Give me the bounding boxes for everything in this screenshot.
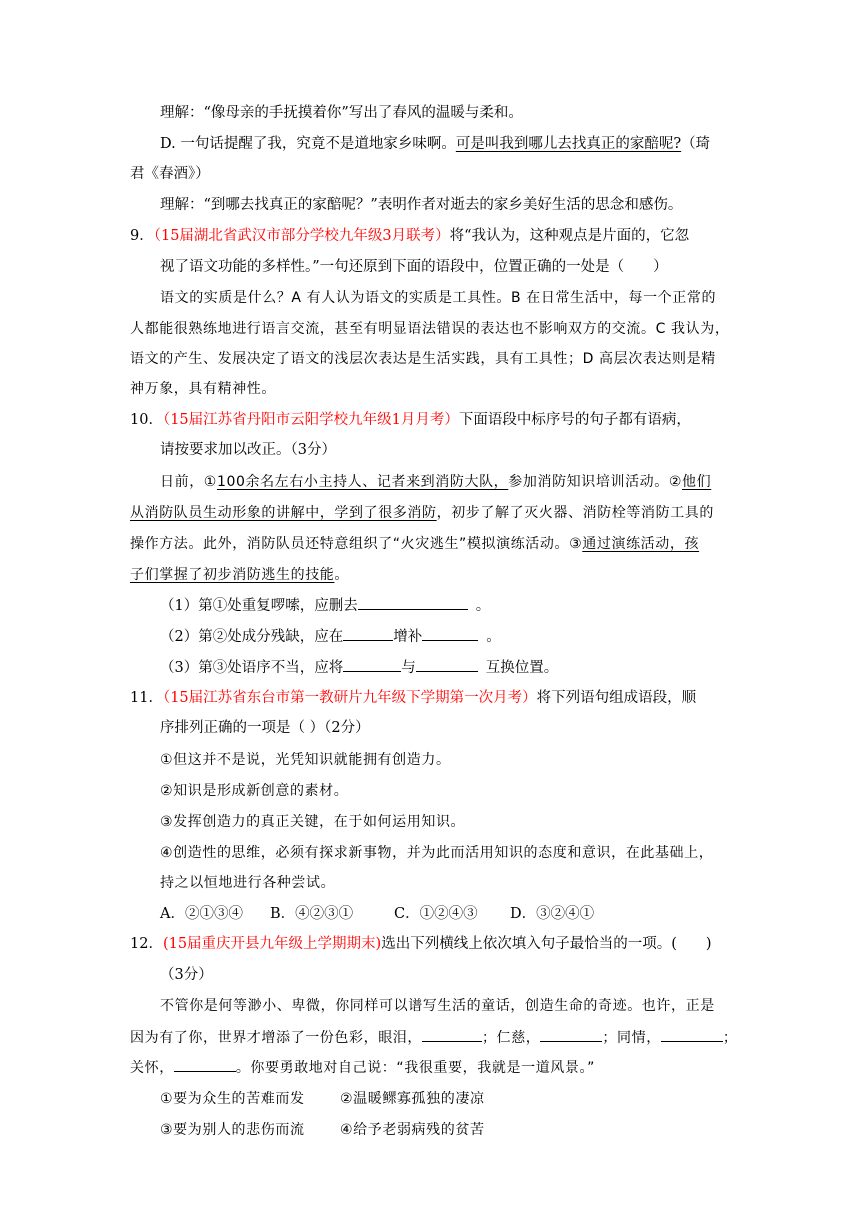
q11-option-d[interactable]: D．③②④① (510, 906, 595, 922)
comprehension-c: 理解：“像母亲的手抚摸着你”写出了春风的温暖与柔和。 (160, 105, 523, 121)
q10-passage-4 (130, 565, 349, 585)
q10-sentence-3-start: 通过演练活动，孩 (582, 536, 700, 552)
q10-p1-lead: 日前，① (160, 474, 217, 490)
q10-sub-3-mid: 与 (401, 660, 416, 676)
q9-stem-1: 将“我认为，这种观点是片面的，它忽 (449, 228, 690, 244)
q11-item-3: ③发挥创造力的真正关键，在于如何运用知识。 (160, 814, 466, 830)
q12-passage-3 (130, 1057, 595, 1078)
option-d-line (160, 134, 710, 154)
q12-options-row-2 (160, 1120, 485, 1140)
q10-sub-1 (160, 595, 490, 616)
answer-blank[interactable] (661, 1027, 723, 1042)
q10-p1-mid: 参加消防知识培训活动。② (508, 474, 683, 490)
q10-sub-3 (160, 657, 558, 678)
q11-option-b[interactable]: B．④②③① (270, 906, 354, 922)
q12-stem-1: 选出下列横线上依次填入句子最恰当的一项。( ) (381, 936, 712, 952)
q10-passage-1 (160, 472, 711, 492)
answer-blank[interactable] (422, 1027, 482, 1042)
q12-option-4: ④给予老弱病残的贫苦 (340, 1122, 485, 1138)
q12-p2-c: ；同情， (602, 1030, 661, 1046)
q11-item-2: ②知识是形成新创意的素材。 (160, 783, 349, 799)
q10-p2-tail: ，初步了解了灭火器、消防栓等消防工具的 (436, 505, 715, 521)
option-d-underlined: 可是叫我到哪儿去找真正的家醅呢? (455, 136, 682, 152)
option-d-text: D. 一句话提醒了我，究竟不是道地家乡味啊。 (160, 136, 456, 152)
q11-item-4: ④创造性的思维，必须有探求新事物，并为此而活用知识的态度和意识，在此基础上， (160, 845, 714, 861)
q11-item-1: ①但这并不是说，光凭知识就能拥有创造力。 (160, 752, 451, 768)
q11-item-4-cont: 持之以恒地进行各种尝试。 (160, 875, 336, 891)
answer-blank[interactable] (358, 595, 468, 610)
q12-p3-lead: 关怀， (130, 1060, 174, 1076)
answer-blank[interactable] (416, 657, 478, 672)
q10-sub-3-text: （3）第③处语序不当，应将 (160, 660, 344, 676)
q12-option-1: ①要为众生的苦难而发 (160, 1091, 305, 1107)
q12-option-3: ③要为别人的悲伤而流 (160, 1122, 305, 1138)
q10-p4-end: 。 (334, 567, 350, 583)
q11-stem-1: 将下列语句组成语段，顺 (536, 690, 697, 706)
q10-sub-2-mid: 增补 (393, 629, 423, 645)
q9-passage-3: 语文的产生、发展决定了语文的浅层次表达是生活实践，具有工具性；D 高层次表达则是精 (130, 351, 716, 367)
answer-blank[interactable] (174, 1057, 236, 1072)
q10-passage-2 (130, 503, 714, 523)
answer-blank[interactable] (343, 626, 393, 641)
q10-stem-1: 下面语段中标序号的句子都有语病， (458, 412, 691, 428)
q10-sub-2 (160, 626, 501, 647)
option-d-source: 君《春酒》） (130, 166, 210, 182)
q10-sentence-2: 从消防队员生动形象的讲解中，学到了很多消防 (130, 505, 437, 521)
q11-header (130, 688, 696, 708)
q12-option-2: ②温暖鳏寡孤独的凄凉 (340, 1091, 485, 1107)
q9-passage-2: 人都能很熟练地进行语言交流，甚至有明显语法错误的表达也不影响双方的交流。C 我认为， (130, 321, 730, 337)
q11-option-a[interactable]: A．②①③④ (160, 906, 243, 922)
q9-number: 9． (130, 228, 154, 244)
answer-blank[interactable] (422, 626, 478, 641)
q10-sub-1-end: 。 (475, 598, 491, 614)
q12-p2-lead: 因为有了你，世界才增添了一份色彩，眼泪， (130, 1030, 422, 1046)
q10-sub-2-text: （2）第②处成分残缺，应在 (160, 629, 344, 645)
q12-options-row-1 (160, 1089, 485, 1109)
comprehension-d: 理解：“到哪去找真正的家醅呢？”表明作者对逝去的家乡美好生活的思念和感伤。 (160, 197, 683, 213)
q12-source: (15届重庆开县九年级上学期期末) (162, 936, 382, 952)
q9-passage-4: 神万象，具有精神性。 (130, 381, 276, 397)
q10-sub-3-end: 互换位置。 (485, 660, 559, 676)
q10-source: （15届江苏省丹阳市云阳学校九年级1月月考） (162, 412, 459, 428)
q12-header (130, 934, 712, 954)
q12-passage-2 (130, 1027, 737, 1048)
q11-options (160, 904, 594, 924)
q10-sentence-1: 100余名左右小主持人、记者来到消防大队， (216, 474, 509, 490)
q12-number: 12． (130, 936, 163, 952)
q10-number: 10． (130, 412, 163, 428)
q11-stem-2: 序排列正确的一项是（ ）（2分） (160, 720, 370, 736)
q10-passage-3 (130, 534, 699, 554)
q10-stem-2: 请按要求加以改正。（3分） (160, 442, 336, 458)
q10-sub-1-text: （1）第①处重复啰嗦，应删去 (160, 598, 358, 614)
q9-stem-2: 视了语文功能的多样性。”一句还原到下面的语段中，位置正确的一处是（ ） (160, 259, 668, 275)
q9-source: （15届湖北省武汉市部分学校九年级3月联考） (153, 228, 450, 244)
q11-source: （15届江苏省东台市第一教研片九年级下学期第一次月考） (162, 690, 537, 706)
q12-p3-tail: 。你要勇敢地对自己说：“我很重要，我就是一道风景。” (235, 1060, 595, 1076)
q10-sentence-3: 子们掌握了初步消防逃生的技能 (130, 567, 335, 583)
q10-header (130, 410, 691, 430)
q12-p2-d: ； (722, 1030, 738, 1046)
q9-header (130, 226, 689, 246)
q12-p2-b: ；仁慈， (482, 1030, 541, 1046)
q9-passage-1: 语文的实质是什么？A 有人认为语文的实质是工具性。B 在日常生活中，每一个正常的 (160, 290, 717, 306)
q10-sentence-2-start: 他们 (682, 474, 712, 490)
q10-p3-lead: 操作方法。此外，消防队员还特意组织了“火灾逃生”模拟演练活动。③ (130, 536, 583, 552)
q12-passage-1: 不管你是何等渺小、卑微，你同样可以谱写生活的童话，创造生命的奇迹。也许，正是 (160, 998, 715, 1014)
q10-sub-2-end: 。 (486, 629, 501, 645)
q12-stem-2: （3分） (160, 967, 213, 983)
q11-option-c[interactable]: C．①②④③ (394, 906, 478, 922)
q11-number: 11． (130, 690, 163, 706)
option-d-tail: （琦 (681, 136, 711, 152)
answer-blank[interactable] (343, 657, 401, 672)
answer-blank[interactable] (540, 1027, 602, 1042)
